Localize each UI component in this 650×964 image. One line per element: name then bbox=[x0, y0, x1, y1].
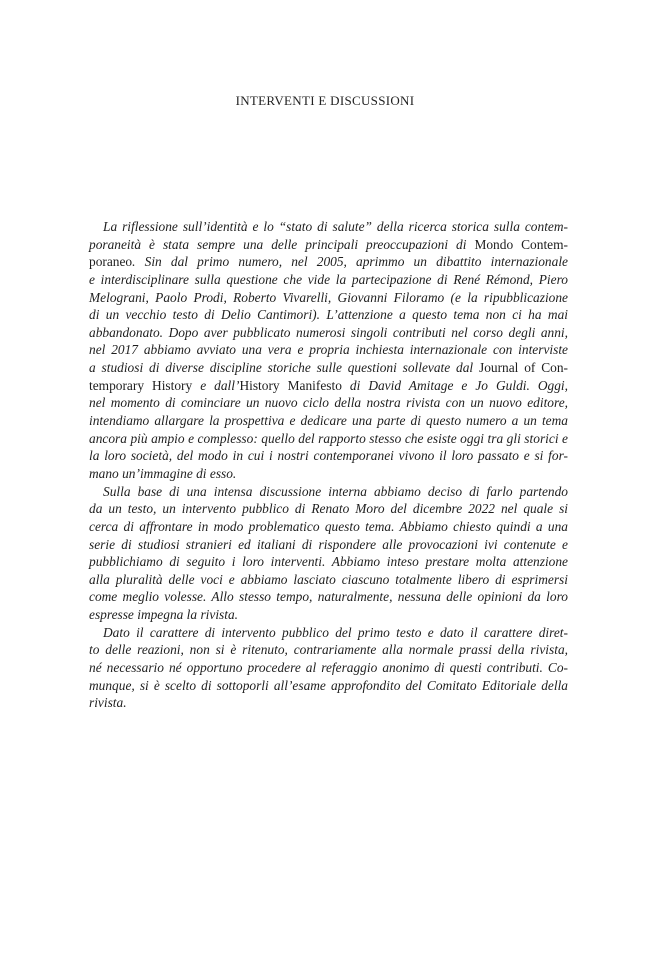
text-line bbox=[89, 571, 568, 589]
text-line bbox=[89, 624, 568, 642]
text-line bbox=[89, 218, 568, 236]
text-line bbox=[89, 465, 568, 483]
text-line bbox=[89, 341, 568, 359]
text-line bbox=[89, 271, 568, 289]
italic-text: da un testo, un intervento pubblico di Renato Moro del dicembre 2022 nel quale si bbox=[89, 501, 568, 517]
italic-text: e dall’ bbox=[192, 377, 240, 393]
text-line bbox=[89, 659, 568, 677]
roman-text: temporary History bbox=[89, 377, 193, 393]
italic-text: serie di studiosi stranieri ed italiani di rispondere alle provocazioni ivi contenute e bbox=[89, 536, 568, 552]
text-line bbox=[89, 641, 568, 659]
italic-text: e interdisciplinare sulla questione che vide la partecipazione di René Rémond, Piero bbox=[89, 271, 568, 287]
italic-text: abbandonato. Dopo aver pubblicato numerosi singoli contributi nel corso degli anni, bbox=[89, 324, 568, 340]
italic-text: né necessario né opportuno procedere al referaggio anonimo di questi contributi. Co- bbox=[89, 660, 568, 676]
text-line bbox=[89, 447, 568, 465]
section-heading: INTERVENTI E DISCUSSIONI bbox=[235, 93, 415, 108]
roman-text: poraneo bbox=[89, 254, 133, 270]
text-line bbox=[89, 694, 568, 712]
text-line bbox=[89, 394, 568, 412]
italic-text: espresse impegna la rivista. bbox=[89, 607, 239, 623]
italic-text: cerca di affrontare in modo problematico questo tema. Abbiamo chiesto quindi a una bbox=[89, 518, 568, 534]
italic-text: Sulla base di una intensa discussione interna abbiamo deciso di farlo partendo bbox=[103, 483, 568, 499]
text-line bbox=[89, 412, 568, 430]
paragraph bbox=[89, 218, 568, 483]
text-line bbox=[89, 500, 568, 518]
italic-text: nel 2017 abbiamo avviato una vera e propria inchiesta internazionale con interviste bbox=[89, 342, 568, 358]
text-line bbox=[89, 306, 568, 324]
roman-text: Journal of Con- bbox=[478, 360, 568, 376]
italic-text: la loro società, del modo in cui i nostri contemporanei vivono il loro passato e si for- bbox=[89, 448, 568, 464]
italic-text: ancora più ampio e complesso: quello del rapporto stesso che esiste oggi tra gli storici e bbox=[89, 430, 568, 446]
text-line bbox=[89, 518, 568, 536]
italic-text: to delle reazioni, non si è ritenuto, contrariamente alla normale prassi della rivista, bbox=[89, 642, 568, 658]
text-line bbox=[89, 553, 568, 571]
text-line bbox=[89, 324, 568, 342]
text-line bbox=[89, 289, 568, 307]
italic-text: alla pluralità delle voci e abbiamo lasciato ciascuno totalmente libero di esprimersi bbox=[89, 571, 568, 587]
italic-text: intendiamo allargare la prospettiva e dedicare una parte di questo numero a un tema bbox=[89, 413, 568, 429]
italic-text: Dato il carattere di intervento pubblico del primo testo e dato il carattere diret- bbox=[103, 624, 568, 640]
text-line bbox=[89, 359, 568, 377]
text-line bbox=[89, 377, 568, 395]
italic-text: poraneità è stata sempre una delle principali preoccupazioni di bbox=[89, 236, 475, 252]
text-line bbox=[89, 606, 568, 624]
italic-text: . Sin dal primo numero, nel 2005, aprimmo un dibattito internazionale bbox=[132, 254, 568, 270]
roman-text: History Manifesto bbox=[239, 377, 342, 393]
italic-text: Melograni, Paolo Prodi, Roberto Vivarelli, Giovanni Filoramo (e la ripubblicazione bbox=[89, 289, 568, 305]
text-line bbox=[89, 253, 568, 271]
roman-text: Mondo Contem- bbox=[474, 236, 568, 252]
italic-text: pubblichiamo di seguito i loro interventi. Abbiamo inteso prestare molta attenzione bbox=[89, 554, 568, 570]
text-line bbox=[89, 430, 568, 448]
text-line bbox=[89, 588, 568, 606]
italic-text: mano un’immagine di esso. bbox=[89, 465, 237, 481]
italic-text: munque, si è scelto di sottoporli all’esame approfondito del Comitato Editoriale della bbox=[89, 677, 568, 693]
italic-text: La riflessione sull’identità e lo “stato di salute” della ricerca storica sulla contem- bbox=[103, 219, 568, 234]
italic-text: di David Amitage e Jo Guldi. Oggi, bbox=[341, 377, 568, 393]
italic-text: a studiosi di diverse discipline storiche sulle questioni sollevate dal bbox=[89, 360, 479, 376]
italic-text: come meglio volesse. Allo stesso tempo, naturalmente, nessuna delle opinioni da loro bbox=[89, 589, 568, 605]
paragraph bbox=[89, 483, 568, 624]
text-line bbox=[89, 677, 568, 695]
italic-text: nel momento di cominciare un nuovo ciclo della nostra rivista con un nuovo editore, bbox=[89, 395, 568, 411]
paragraph bbox=[89, 624, 568, 712]
text-line bbox=[89, 236, 568, 254]
text-line bbox=[89, 536, 568, 554]
italic-text: rivista. bbox=[89, 695, 127, 711]
text-line bbox=[89, 483, 568, 501]
italic-text: di un vecchio testo di Delio Cantimori). L’attenzione a questo tema non ci ha mai bbox=[89, 307, 568, 323]
body-text bbox=[89, 218, 568, 712]
